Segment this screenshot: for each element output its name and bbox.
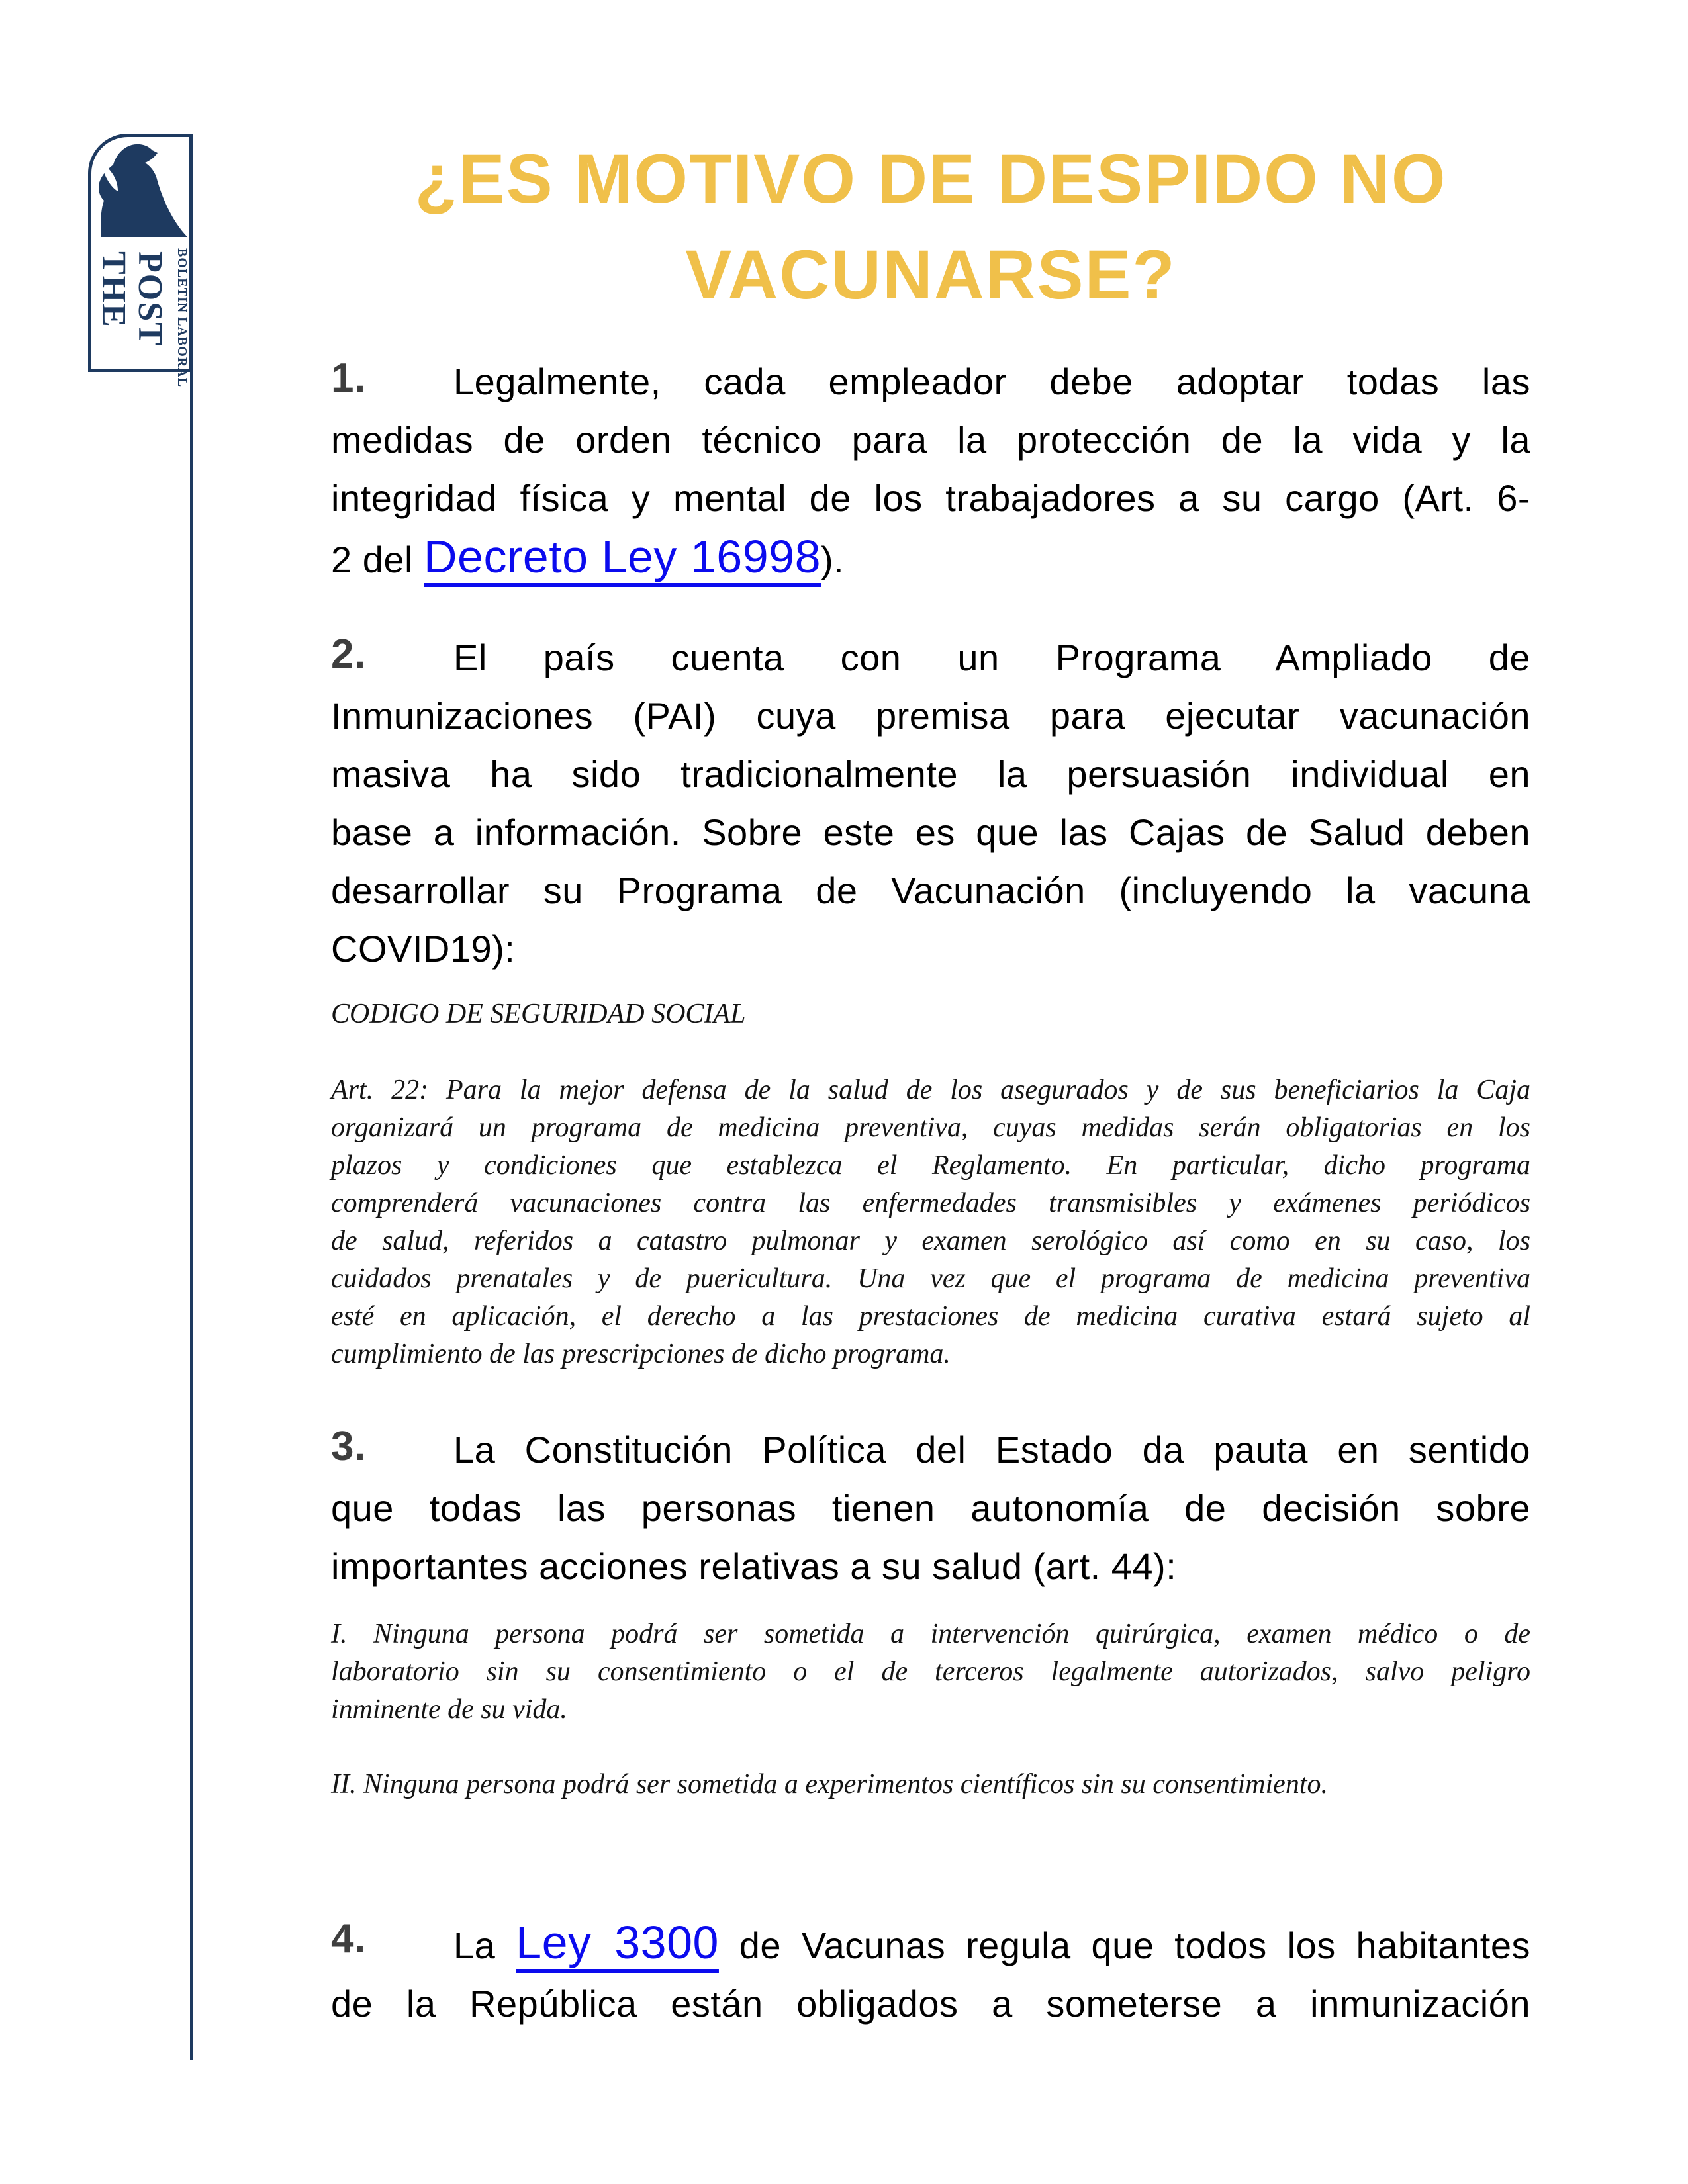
numbered-paragraph [331,1913,1530,2033]
list-number: 2. [331,631,366,677]
page-title [331,131,1530,323]
text-line: laboratorio sin su consentimiento o el de terceros legalmente autorizados, salvo peligro [331,1657,1530,1687]
logo-text-post: POST [131,251,169,347]
the-post-logo [88,134,193,388]
list-number: 3. [331,1424,366,1469]
text-line: CODIGO DE SEGURIDAD SOCIAL [331,999,746,1029]
text-line: de la República están obligados a someterse a inmunización [331,1983,1530,2025]
text-line: base a información. Sobre este es que las Cajas de Salud deben [331,811,1530,853]
text-line: medidas de orden técnico para la protección de la vida y la [331,419,1530,461]
link-decreto-ley-16998[interactable]: Decreto Ley 16998 [424,531,821,582]
quote-heading-paragraph [331,995,1530,1033]
content-column [331,0,1530,2033]
text-line: desarrollar su Programa de Vacunación (incluyendo la vacuna [331,870,1530,911]
text-line: integridad física y mental de los trabajadores a su cargo (Art. 6- [331,477,1530,519]
vertical-rule [190,369,193,2060]
text-line: plazos y condiciones que establezca el Reglamento. En particular, dicho programa [331,1150,1530,1181]
page-title-line2: VACUNARSE? [685,236,1176,314]
numbered-paragraph [331,629,1530,978]
text-line: 2. El país cuenta con un Programa Ampliado de [331,629,1530,687]
page-title-line1: ¿ES MOTIVO DE DESPIDO NO [414,140,1447,218]
text-line: Inmunizaciones (PAI) cuya premisa para ejecutar vacunación [331,695,1530,737]
text-line: que todas las personas tienen autonomía de decisión sobre [331,1487,1530,1529]
quote-paragraph [331,1766,1530,1803]
logo-tagline: BOLETIN LABORAL [175,248,189,388]
list-number: 4. [331,1916,366,1962]
text-line: 3. La Constitución Política del Estado da pauta en sentido [331,1421,1530,1479]
text-line: organizará un programa de medicina preventiva, cuyas medidas serán obligatorias en los [331,1113,1530,1143]
text-line: masiva ha sido tradicionalmente la persuasión individual en [331,753,1530,795]
text-line: cuidados prenatales y de puericultura. Una vez que el programa de medicina preventiva [331,1263,1530,1294]
quote-paragraph [331,1071,1530,1373]
numbered-paragraph [331,1421,1530,1596]
logo-text-the: THE [95,251,132,328]
text-line: 1. Legalmente, cada empleador debe adoptar todas las [331,353,1530,411]
numbered-paragraph [331,353,1530,589]
text-line: importantes acciones relativas a su salud (art. 44): [331,1545,1177,1587]
text-line: II. Ninguna persona podrá ser sometida a experimentos científicos sin su consentimiento. [331,1769,1328,1799]
text-line: Art. 22: Para la mejor defensa de la salud de los asegurados y de sus beneficiarios la Caja [331,1075,1530,1105]
text-line: inminente de su vida. [331,1694,567,1725]
text-line: COVID19): [331,928,516,970]
falcon-icon [93,140,191,244]
text-line: 2 del Decreto Ley 16998). [331,531,845,582]
text-line: esté en aplicación, el derecho a las prestaciones de medicina curativa estará sujeto al [331,1301,1530,1332]
text-line: de salud, referidos a catastro pulmonar y examen serológico así como en su caso, los [331,1226,1530,1256]
text-line: 4. La Ley 3300 de Vacunas regula que todos los habitantes [331,1913,1530,1975]
link-ley-3300[interactable]: Ley 3300 [516,1917,719,1968]
list-number: 1. [331,355,366,401]
text-line: I. Ninguna persona podrá ser sometida a intervención quirúrgica, examen médico o de [331,1619,1530,1649]
quote-paragraph [331,1615,1530,1729]
text-line: comprenderá vacunaciones contra las enfermedades transmisibles y exámenes periódicos [331,1188,1530,1218]
document-body [331,353,1530,2033]
text-line: cumplimiento de las prescripciones de dicho programa. [331,1339,951,1369]
